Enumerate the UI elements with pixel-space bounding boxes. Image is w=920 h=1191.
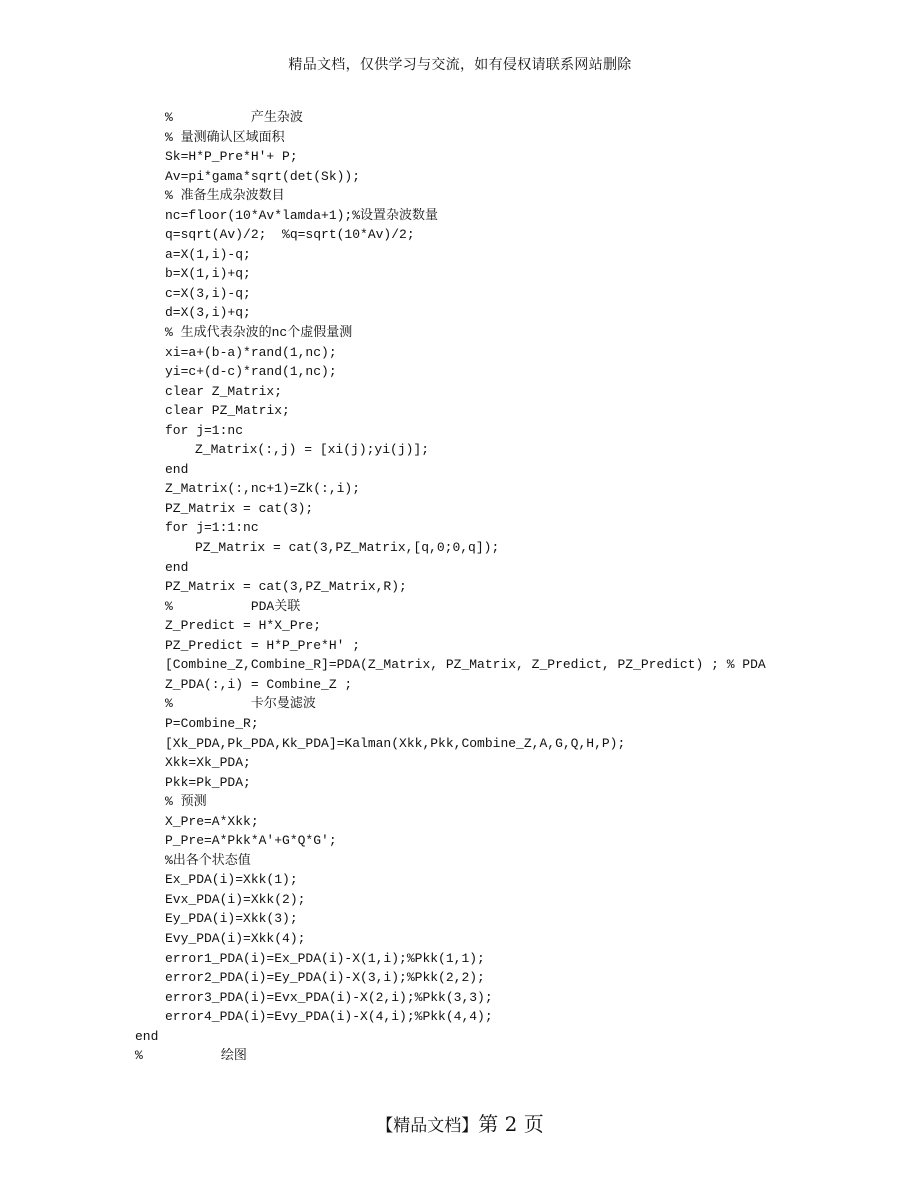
code-line: error4_PDA(i)=Evy_PDA(i)-X(4,i);%Pkk(4,4); <box>165 1009 493 1025</box>
code-line: % 预测 <box>165 794 207 810</box>
code-line: % 卡尔曼滤波 <box>165 696 316 712</box>
code-line: clear Z_Matrix; <box>165 383 283 399</box>
code-line: a=X(1,i)-q; <box>165 246 251 262</box>
page-number: 第 2 页 <box>478 1112 544 1136</box>
code-line: %出各个状态值 <box>165 852 251 868</box>
code-line: error2_PDA(i)=Ey_PDA(i)-X(3,i);%Pkk(2,2); <box>165 970 485 986</box>
code-line: PZ_Matrix = cat(3,PZ_Matrix,[q,0;0,q]); <box>195 540 500 556</box>
code-line: error1_PDA(i)=Ex_PDA(i)-X(1,i);%Pkk(1,1); <box>165 950 485 966</box>
code-block <box>0 108 920 1066</box>
code-line: for j=1:nc <box>165 422 244 438</box>
code-line: % 产生杂波 <box>165 110 303 125</box>
code-line: Z_PDA(:,i) = Combine_Z ; <box>165 676 353 692</box>
code-line: Z_Matrix(:,nc+1)=Zk(:,i); <box>165 481 361 497</box>
code-line: error3_PDA(i)=Evx_PDA(i)-X(2,i);%Pkk(3,3); <box>165 989 493 1005</box>
code-line: d=X(3,i)+q; <box>165 305 251 321</box>
code-line: PZ_Predict = H*P_Pre*H' ; <box>165 637 361 653</box>
code-line: Ex_PDA(i)=Xkk(1); <box>165 872 298 888</box>
code-line: Evy_PDA(i)=Xkk(4); <box>165 930 306 946</box>
code-line: % 生成代表杂波的nc个虚假量测 <box>165 325 353 341</box>
code-line: for j=1:1:nc <box>165 520 259 536</box>
code-line: P=Combine_R; <box>165 715 259 731</box>
code-line: q=sqrt(Av)/2; %q=sqrt(10*Av)/2; <box>165 227 415 243</box>
code-line: xi=a+(b-a)*rand(1,nc); <box>165 344 337 360</box>
code-line: Evx_PDA(i)=Xkk(2); <box>165 891 306 907</box>
code-line: Xkk=Xk_PDA; <box>165 755 251 771</box>
code-line: b=X(1,i)+q; <box>165 266 251 282</box>
code-line: Sk=H*P_Pre*H'+ P; <box>165 149 298 165</box>
code-line: % 绘图 <box>135 1048 247 1064</box>
code-line: [Xk_PDA,Pk_PDA,Kk_PDA]=Kalman(Xkk,Pkk,Combine_Z,A,G,Q,H,P); <box>165 735 626 751</box>
code-line: yi=c+(d-c)*rand(1,nc); <box>165 364 337 380</box>
code-line: P_Pre=A*Pkk*A'+G*Q*G'; <box>165 833 337 849</box>
code-line: Z_Predict = H*X_Pre; <box>165 618 322 634</box>
code-line: Av=pi*gama*sqrt(det(Sk)); <box>165 168 361 184</box>
code-line: clear PZ_Matrix; <box>165 403 290 419</box>
code-line: PZ_Matrix = cat(3,PZ_Matrix,R); <box>165 579 407 595</box>
page-footer <box>0 1108 920 1137</box>
code-line: end <box>165 559 189 575</box>
code-line: % 准备生成杂波数目 <box>165 188 285 204</box>
code-line: X_Pre=A*Xkk; <box>165 813 259 829</box>
code-line: PZ_Matrix = cat(3); <box>165 500 314 516</box>
code-line: % 量测确认区域面积 <box>165 129 285 145</box>
code-line: Pkk=Pk_PDA; <box>165 774 251 790</box>
code-line: c=X(3,i)-q; <box>165 285 251 301</box>
code-line: Ey_PDA(i)=Xkk(3); <box>165 911 298 927</box>
footer-tag: 【精品文档】 <box>376 1116 479 1136</box>
code-line: Z_Matrix(:,j) = [xi(j);yi(j)]; <box>195 442 430 458</box>
code-line: end <box>135 1028 159 1044</box>
code-line: % PDA关联 <box>165 598 301 614</box>
code-line: end <box>165 461 189 477</box>
page-header: 精品文档，仅供学习与交流，如有侵权请联系网站删除 <box>288 57 632 73</box>
code-line: nc=floor(10*Av*lamda+1);%设置杂波数量 <box>165 207 439 223</box>
code-line: [Combine_Z,Combine_R]=PDA(Z_Matrix, PZ_Matrix, Z_Predict, PZ_Predict) ; % PDA <box>165 657 766 673</box>
